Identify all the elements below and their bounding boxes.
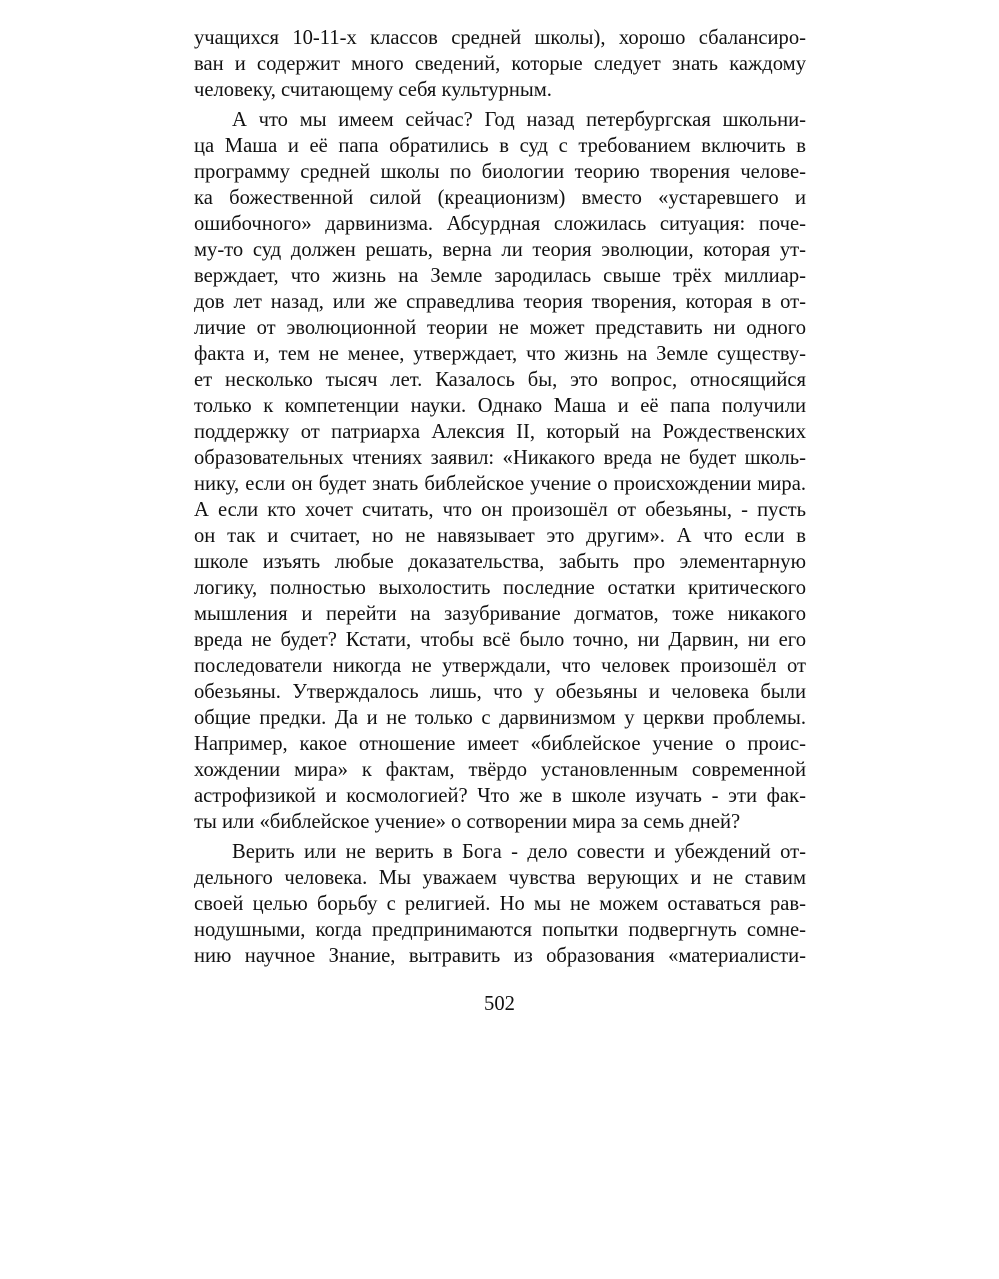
text-line: только к компетенции науки. Однако Маша и её папа получили (194, 395, 806, 417)
text-line: дов лет назад, или же справедлива теория творения, которая в от- (194, 291, 806, 313)
text-line: нику, если он будет знать библейское учение о происхождении мира. (194, 473, 806, 495)
text-line: мышления и перейти на зазубривание догматов, тоже никакого (194, 603, 806, 625)
text-line: логику, полностью выхолостить последние остатки критического (194, 577, 806, 599)
paragraph-2 (194, 107, 806, 835)
text-line: своей целью борьбу с религией. Но мы не можем оставаться рав- (194, 893, 806, 915)
page-number: 502 (484, 993, 515, 1015)
text-line: верждает, что жизнь на Земле зародилась свыше трёх миллиар- (194, 265, 806, 287)
text-line: ошибочного» дарвинизма. Абсурдная сложилась ситуация: поче- (194, 213, 806, 235)
text-line: ван и содержит много сведений, которые следует знать каждому (194, 53, 806, 75)
text-line: нию научное Знание, вытравить из образования «материалисти- (194, 945, 806, 967)
text-line: хождении мира» к фактам, твёрдо установленным современной (194, 759, 806, 781)
text-line: астрофизикой и космологией? Что же в школе изучать - эти фак- (194, 785, 806, 807)
text-line: дельного человека. Мы уважаем чувства верующих и не ставим (194, 867, 806, 889)
page-body (194, 25, 806, 973)
text-line: личие от эволюционной теории не может представить ни одного (194, 317, 806, 339)
text-line: он так и считает, но не навязывает это другим». А что если в (194, 525, 806, 547)
paragraph-1 (194, 25, 806, 103)
text-line: Например, какое отношение имеет «библейское учение о проис- (194, 733, 806, 755)
text-line: школе изъять любые доказательства, забыть про элементарную (194, 551, 806, 573)
text-line: обезьяны. Утверждалось лишь, что у обезьяны и человека были (194, 681, 806, 703)
text-line: ет несколько тысяч лет. Казалось бы, это вопрос, относящийся (194, 369, 806, 391)
text-line: нодушными, когда предпринимаются попытки подвергнуть сомне- (194, 919, 806, 941)
text-line: ца Маша и её папа обратились в суд с требованием включить в (194, 135, 806, 157)
text-line: последователи никогда не утверждали, что человек произошёл от (194, 655, 806, 677)
text-line: человеку, считающему себя культурным. (194, 79, 552, 101)
text-line: образовательных чтениях заявил: «Никакого вреда не будет школь- (194, 447, 806, 469)
text-line: вреда не будет? Кстати, чтобы всё было точно, ни Дарвин, ни его (194, 629, 806, 651)
text-line: программу средней школы по биологии теорию творения челове- (194, 161, 806, 183)
paragraph-3 (194, 839, 806, 969)
text-line: му-то суд должен решать, верна ли теория эволюции, которая ут- (194, 239, 806, 261)
text-line: общие предки. Да и не только с дарвинизмом у церкви проблемы. (194, 707, 806, 729)
text-line: учащихся 10-11-х классов средней школы), хорошо сбалансиро- (194, 27, 806, 49)
text-line: ты или «библейское учение» о сотворении мира за семь дней? (194, 811, 741, 833)
text-line: факта и, тем не менее, утверждает, что жизнь на Земле существу- (194, 343, 806, 365)
text-line: поддержку от патриарха Алексия II, который на Рождественских (194, 421, 806, 443)
text-line: А что мы имеем сейчас? Год назад петербургская школьни- (232, 109, 806, 131)
text-line: А если кто хочет считать, что он произошёл от обезьяны, - пусть (194, 499, 806, 521)
text-line: Верить или не верить в Бога - дело совести и убеждений от- (232, 841, 806, 863)
text-line: ка божественной силой (креационизм) вместо «устаревшего и (194, 187, 806, 209)
